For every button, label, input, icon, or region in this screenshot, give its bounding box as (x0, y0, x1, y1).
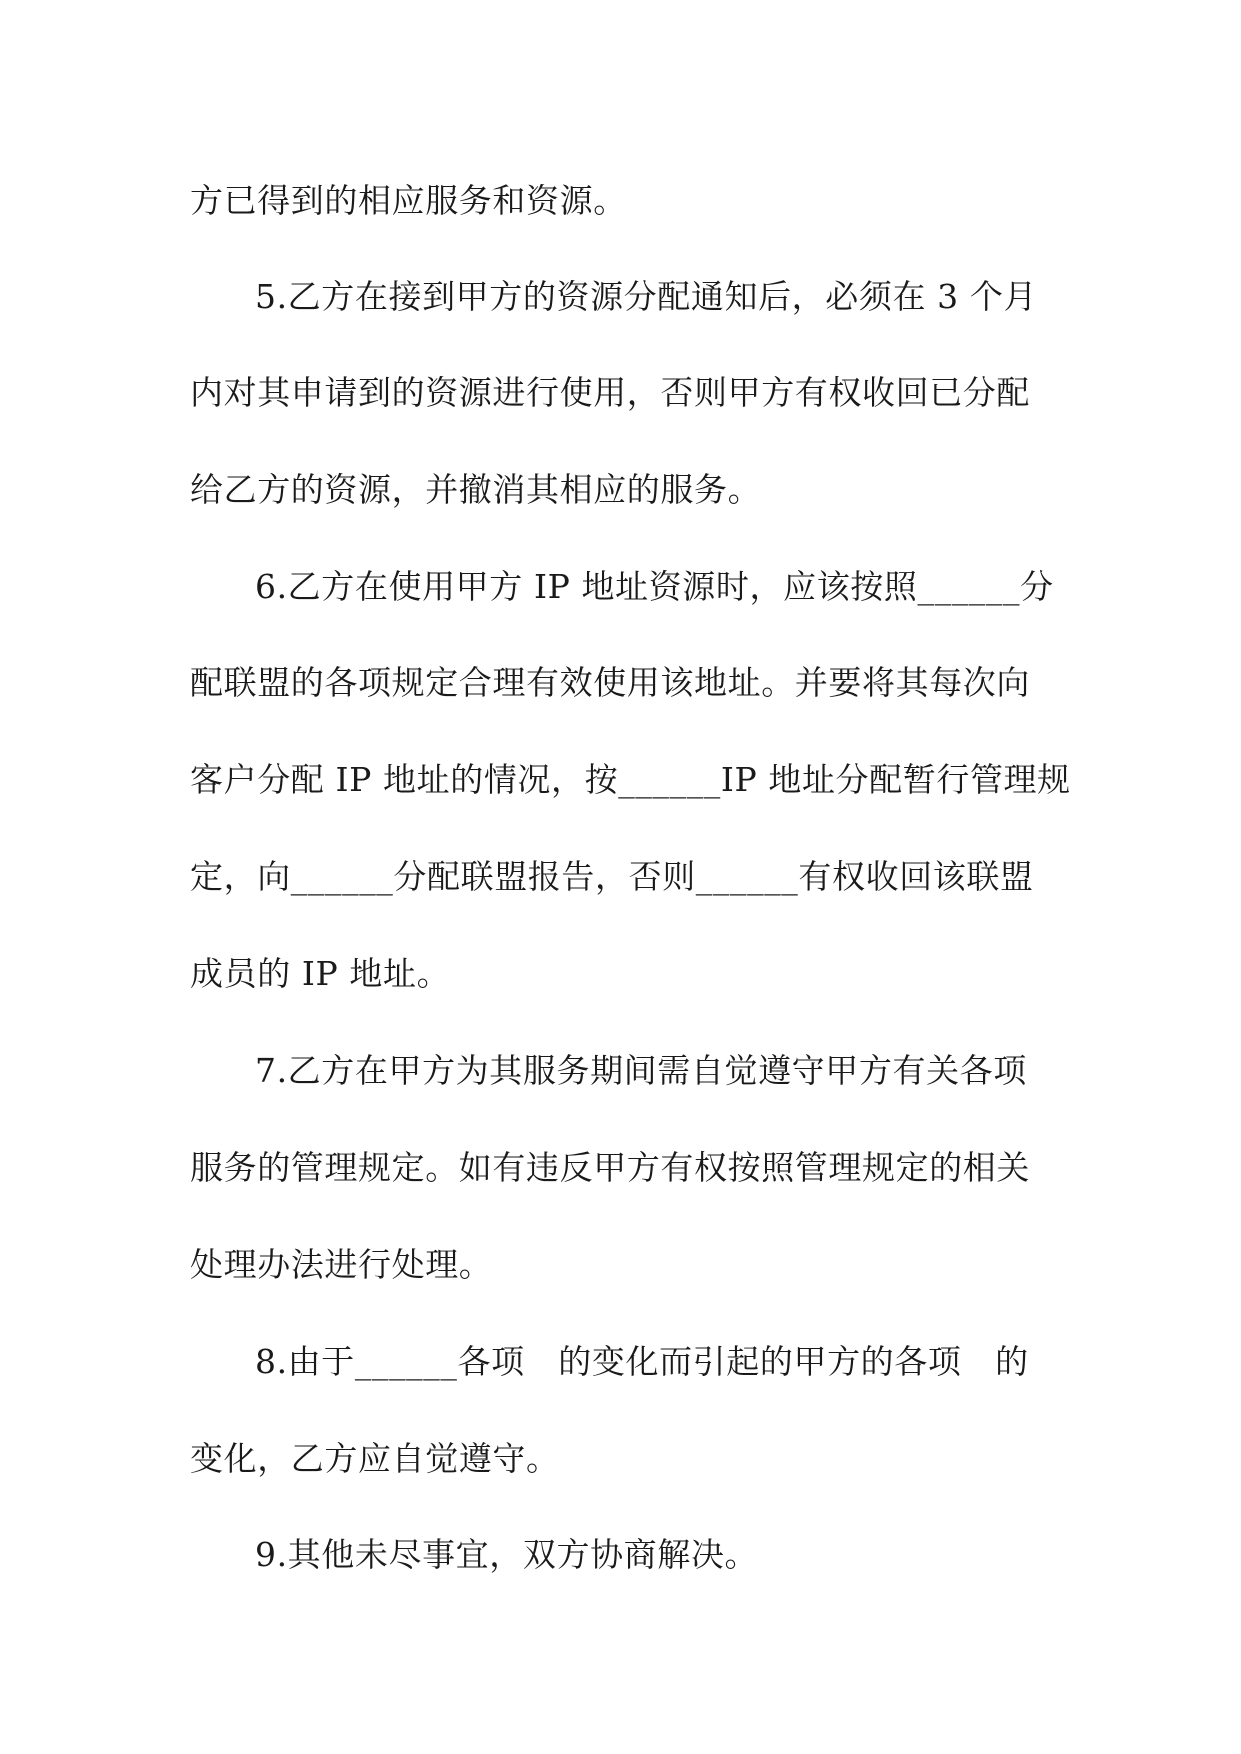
clause-5-line-2: 内对其申请到的资源进行使用，否则甲方有权收回已分配 (190, 373, 1030, 412)
clause-6-line-5: 成员的 IP 地址。 (190, 954, 451, 993)
clause-6-line-2: 配联盟的各项规定合理有效使用该地址。并要将其每次向 (190, 663, 1030, 702)
clause-6-line-1: 6.乙方在使用甲方 IP 地址资源时，应该按照______分 (255, 567, 1054, 606)
clause-6-line-3: 客户分配 IP 地址的情况，按______IP 地址分配暂行管理规 (190, 760, 1071, 799)
clause-9-line-1: 9.其他未尽事宜，双方协商解决。 (255, 1535, 759, 1574)
clause-7-line-2: 服务的管理规定。如有违反甲方有权按照管理规定的相关 (190, 1148, 1030, 1187)
clause-8-line-1: 8.由于______各项 的变化而引起的甲方的各项 的 (255, 1342, 1029, 1381)
text-line: 方已得到的相应服务和资源。 (190, 181, 627, 220)
clause-7-line-1: 7.乙方在甲方为其服务期间需自觉遵守甲方有关各项 (255, 1051, 1027, 1090)
clause-8-line-2: 变化，乙方应自觉遵守。 (190, 1439, 560, 1478)
clause-5-line-3: 给乙方的资源，并撤消其相应的服务。 (190, 470, 762, 509)
clause-7-line-3: 处理办法进行处理。 (190, 1245, 493, 1284)
clause-6-line-4: 定，向______分配联盟报告，否则______有权收回该联盟 (190, 857, 1034, 896)
clause-5-line-1: 5.乙方在接到甲方的资源分配通知后，必须在 3 个月 (255, 277, 1038, 316)
